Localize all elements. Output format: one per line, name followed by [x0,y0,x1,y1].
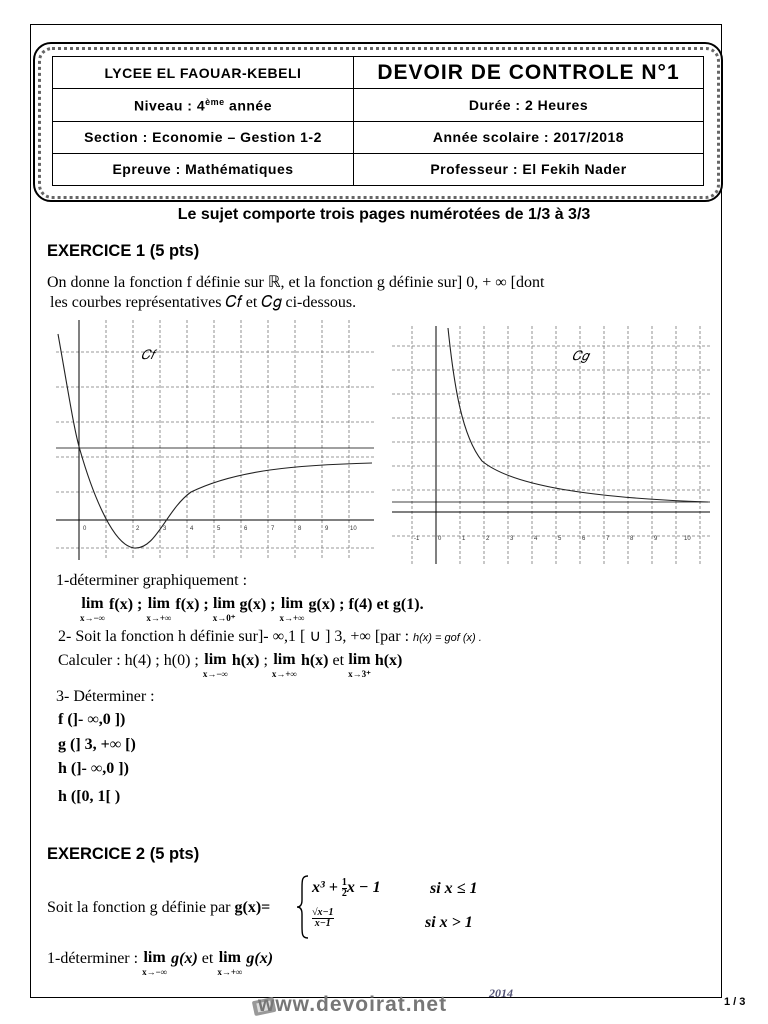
q1-title: 1-déterminer graphiquement : [56,572,248,589]
svg-text:8: 8 [630,536,634,542]
q3-item: g (] 3, +∞ [) [58,736,136,753]
school-name: LYCEE EL FAOUAR-KEBELI [53,57,354,89]
svg-text:0: 0 [83,526,87,532]
subject: Epreuve : Mathématiques [53,153,354,185]
svg-text:7: 7 [271,526,275,532]
exercise-1-title: EXERCICE 1 (5 pts) [47,242,200,260]
ex1-intro-line2: les courbes représentatives 𝐶𝑓 et 𝐶𝑔 ci-dessous. [50,294,357,311]
case-1-condition: si x ≤ 1 [430,880,478,897]
graph-f-label: 𝐶𝑓 [141,347,155,362]
curve-f [58,334,372,548]
duration: Durée : 2 Heures [354,89,704,121]
exam-title: DEVOIR DE CONTROLE N°1 [354,57,704,89]
svg-text:-1: -1 [414,536,420,542]
subject-note: Le sujet comporte trois pages numérotées de 1/3 à 3/3 [177,206,591,223]
ex2-intro: Soit la fonction g définie par g(x)= [47,899,271,916]
svg-text:2: 2 [486,536,490,542]
svg-text:9: 9 [654,536,658,542]
header-table [52,56,704,186]
svg-text:5: 5 [217,526,221,532]
case-2: $\frac{√x-1}{x-1}$ [312,907,334,929]
svg-text:10: 10 [684,536,691,542]
level: Niveau : 4ème année [53,89,354,121]
page-number: 1 / 3 [724,996,746,1008]
school-year: Année scolaire : 2017/2018 [354,121,704,153]
svg-text:7: 7 [606,536,610,542]
svg-text:1: 1 [462,536,466,542]
q3-item: f (]- ∞,0 ]) [58,711,126,728]
svg-text:4: 4 [534,536,538,542]
graph-cf [56,320,374,560]
q1-limits: lim x→−∞ f(x) ; lim x→+∞ f(x) ; lim x→0⁺ g(x) ; lim x→+∞ g(x) ; f(4) et g(1). [80,595,424,623]
svg-text:9: 9 [325,526,329,532]
q3-item: h (]- ∞,0 ]) [58,760,129,777]
svg-text:6: 6 [582,536,586,542]
piecewise-brace [296,874,310,940]
teacher: Professeur : El Fekih Nader [354,153,704,185]
svg-text:3: 3 [510,536,514,542]
q2-text: 2- Soit la fonction h définie sur]- ∞,1 [ ∪ ] 3, +∞ [par : h(x) = gof (x) . [58,628,482,645]
q2-calc: Calculer : h(4) ; h(0) ; lim x→−∞ h(x) ; lim x→+∞ h(x) et lim x→3⁺ h(x) [58,651,403,679]
footer-site: www.devoirat.net [258,993,448,1016]
graph-cg [392,326,710,564]
svg-text:4: 4 [190,526,194,532]
section: Section : Economie – Gestion 1-2 [53,121,354,153]
svg-text:10: 10 [350,526,357,532]
svg-text:0: 0 [438,536,442,542]
exercise-2-title: EXERCICE 2 (5 pts) [47,845,200,863]
svg-text:6: 6 [244,526,248,532]
graph-g-label: 𝐶𝑔 [572,348,589,363]
case-1: x³ + $\frac{1}{2}$ x − 1 [312,877,381,899]
q3-title: 3- Déterminer : [56,688,155,705]
svg-text:8: 8 [298,526,302,532]
ex2-q1: 1-déterminer : lim x→−∞ g(x) et lim x→+∞ g(x) [47,949,274,977]
ex1-intro-line1: On donne la fonction f définie sur ℝ, et la fonction g définie sur] 0, + ∞ [dont [47,274,545,291]
q3-item: h ([0, 1[ ) [58,788,121,805]
footer-year: 2014 [489,986,513,1000]
case-2-condition: si x > 1 [425,914,473,931]
svg-text:5: 5 [558,536,562,542]
svg-text:2: 2 [136,526,140,532]
svg-text:3: 3 [163,526,167,532]
